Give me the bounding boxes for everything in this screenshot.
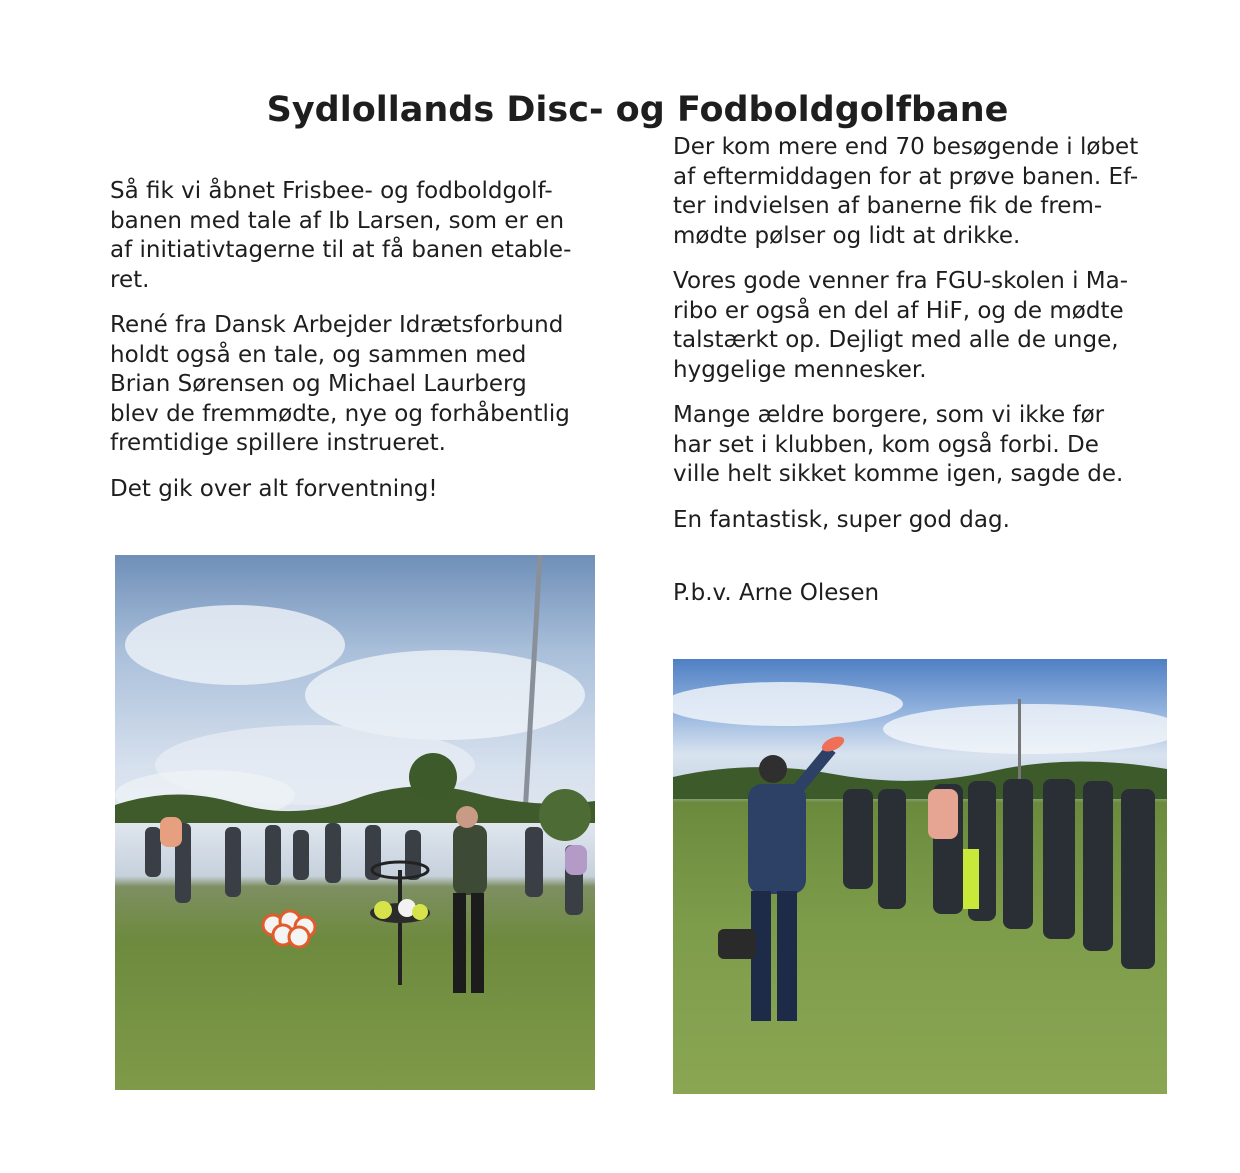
paragraph: Mange ældre borgere, som vi ikke før har set i klubben, kom også forbi. De ville helt sikket komme igen, sagde de. xyxy=(673,402,1124,487)
paragraph: En fantastisk, super god dag. xyxy=(673,506,1010,533)
paragraph: René fra Dansk Arbejder Idrætsforbund holdt også en tale, og sammen med Brian Sørensen og Michael Laurberg blev de fremmødte, nye og forhåbentlig fremtidige spillere instrueret. xyxy=(110,312,570,456)
page-title: Sydlollands Disc- og Fodboldgolfbane xyxy=(266,90,1009,130)
right-column xyxy=(673,133,1173,625)
photo-frisbee-instruction xyxy=(673,659,1167,1094)
signature: P.b.v. Arne Olesen xyxy=(673,580,880,606)
paragraph: Så fik vi åbnet Frisbee- og fodboldgolf- banen med tale af Ib Larsen, som er en af initiativtagerne til at få banen etable- ret. xyxy=(110,178,572,293)
left-column xyxy=(110,177,610,520)
photo-disc-golf-opening xyxy=(115,555,595,1090)
paragraph: Det gik over alt forventning! xyxy=(110,475,438,502)
paragraph: Vores gode venner fra FGU-skolen i Ma- ribo er også en del af HiF, og de mødte talstærkt op. Dejligt med alle de unge, hyggelige mennesker. xyxy=(673,268,1129,383)
paragraph: Der kom mere end 70 besøgende i løbet af eftermiddagen for at prøve banen. Ef- ter indvielsen af banerne fik de frem- mødte pølser og lidt at drikke. xyxy=(673,134,1139,249)
